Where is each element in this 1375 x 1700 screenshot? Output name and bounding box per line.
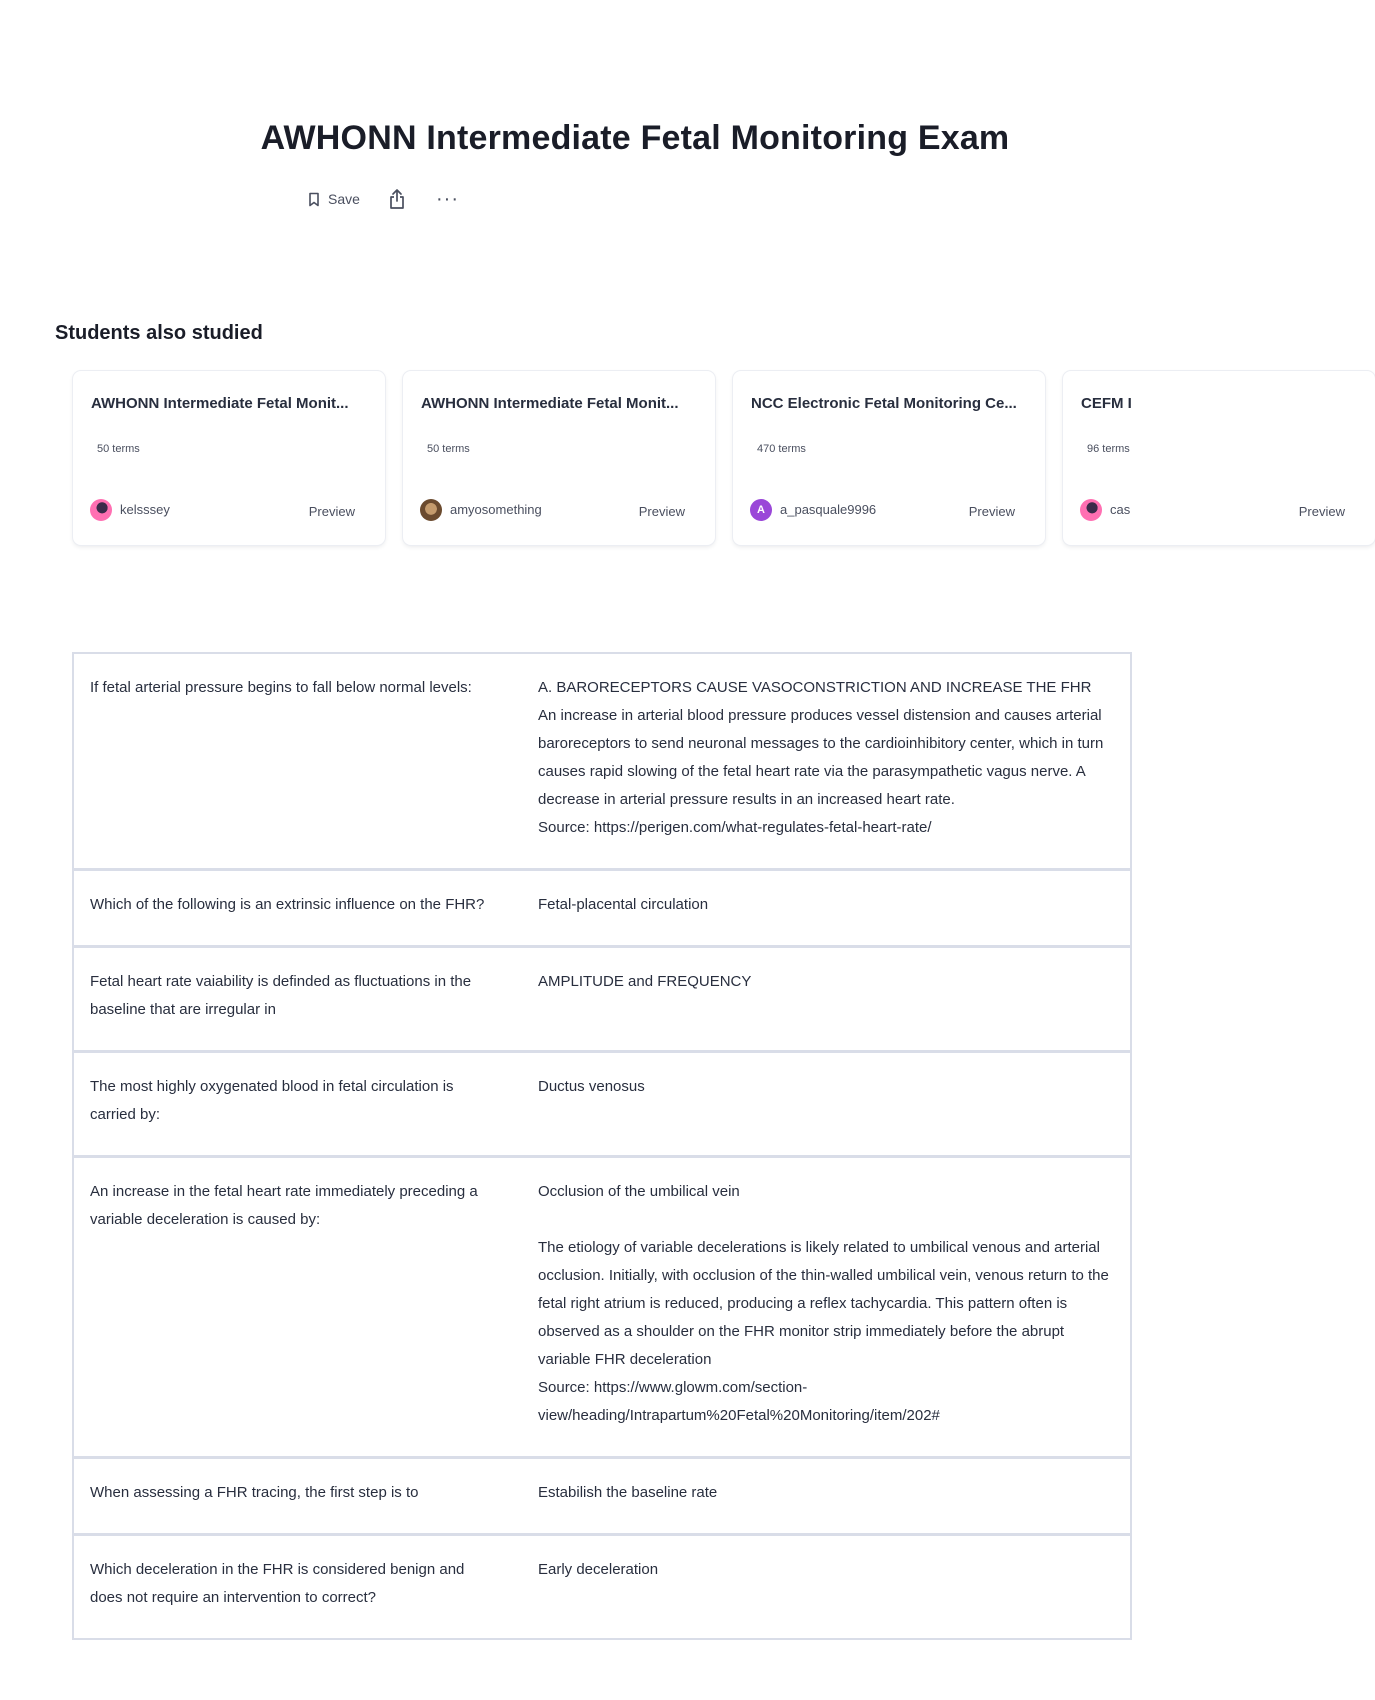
share-icon — [388, 188, 406, 210]
flashcard-table — [72, 652, 1132, 1640]
related-set-card[interactable] — [73, 371, 385, 545]
card-username[interactable]: kelsssey — [120, 502, 170, 517]
user-avatar — [420, 499, 442, 521]
flashcard-row — [73, 947, 1131, 1052]
save-button[interactable] — [308, 191, 388, 207]
page-title: AWHONN Intermediate Fetal Monitoring Exam — [260, 118, 1010, 157]
card-term-count: 470 terms — [757, 443, 806, 455]
flashcard-row — [73, 870, 1131, 947]
definition-line: Fetal-placental circulation — [538, 896, 709, 913]
flashcard-definition — [518, 870, 1131, 947]
card-username[interactable]: cas — [1110, 502, 1131, 517]
definition-line: Estabilish the baseline rate — [538, 1484, 718, 1501]
bookmark-icon — [308, 192, 320, 207]
user-avatar: A — [750, 499, 772, 521]
card-preview-button[interactable]: Preview — [968, 504, 1015, 519]
user-avatar — [1080, 499, 1102, 521]
definition-line: Source: https://perigen.com/what-regulates-fetal-heart-rate/ — [538, 819, 932, 836]
related-set-card[interactable] — [733, 371, 1045, 545]
flashcard-definition — [518, 1458, 1131, 1535]
card-title: CEFM I — [1081, 395, 1132, 412]
related-sets-carousel[interactable] — [70, 368, 1345, 552]
flashcard-term: The most highly oxygenated blood in fetal circulation is carried by: — [90, 1078, 454, 1123]
definition-line: Ductus venosus — [538, 1078, 645, 1095]
flashcard-row — [73, 1052, 1131, 1157]
flashcard-term: If fetal arterial pressure begins to fall below normal levels: — [90, 679, 472, 696]
definition-line: Early deceleration — [538, 1561, 659, 1578]
flashcard-table-body — [73, 653, 1131, 1639]
flashcard-term: An increase in the fetal heart rate immediately preceding a variable deceleration is caused by: — [90, 1183, 478, 1228]
related-sets-track — [70, 368, 1345, 545]
flashcard-row — [73, 653, 1131, 870]
flashcard-term: Fetal heart rate vaiability is definded as fluctuations in the baseline that are irregular in — [90, 973, 472, 1018]
set-toolbar — [308, 186, 459, 212]
more-options-icon: ··· — [436, 188, 459, 210]
card-term-count: 96 terms — [1087, 443, 1130, 455]
card-username[interactable]: a_pasquale9996 — [780, 502, 877, 517]
related-set-card[interactable] — [1063, 371, 1375, 545]
card-title: NCC Electronic Fetal Monitoring Ce... — [751, 395, 1017, 412]
flashcard-definition — [518, 653, 1131, 870]
card-title: AWHONN Intermediate Fetal Monit... — [421, 395, 679, 412]
card-username[interactable]: amyosomething — [450, 502, 542, 517]
user-avatar — [90, 499, 112, 521]
card-term-count: 50 terms — [427, 443, 470, 455]
flashcard-term: Which deceleration in the FHR is considered benign and does not require an intervention to correct? — [90, 1561, 465, 1606]
definition-spacer — [538, 1206, 1112, 1234]
card-term-count: 50 terms — [97, 443, 140, 455]
share-button[interactable] — [388, 188, 436, 210]
flashcard-definition — [518, 1535, 1131, 1640]
flashcard-definition — [518, 1052, 1131, 1157]
flashcard-term: When assessing a FHR tracing, the first step is to — [90, 1484, 419, 1501]
students-also-studied-heading: Students also studied — [55, 321, 263, 344]
definition-line: AMPLITUDE and FREQUENCY — [538, 973, 752, 990]
flashcard-definition — [518, 947, 1131, 1052]
flashcard-row — [73, 1535, 1131, 1640]
flashcard-row — [73, 1157, 1131, 1458]
definition-line: A. BARORECEPTORS CAUSE VASOCONSTRICTION AND INCREASE THE FHR — [538, 679, 1092, 696]
card-preview-button[interactable]: Preview — [1298, 504, 1345, 519]
card-preview-button[interactable]: Preview — [308, 504, 355, 519]
definition-line: Occlusion of the umbilical vein — [538, 1183, 740, 1200]
card-preview-button[interactable]: Preview — [638, 504, 685, 519]
definition-line: The etiology of variable decelerations is likely related to umbilical venous and arterial occlusion. Initially, with occlusion of the thin-walled umbilical vein, venous return to the fetal right atrium is reduced, producing a reflex tachycardia. This pattern often is observed as a shoulder on the FHR monitor strip immediately before the abrupt variable FHR deceleration — [538, 1239, 1109, 1368]
definition-line: Source: https://www.glowm.com/section-view/heading/Intrapartum%20Fetal%20Monitoring/item/202# — [538, 1379, 940, 1424]
flashcard-term: Which of the following is an extrinsic influence on the FHR? — [90, 896, 485, 913]
flashcard-row — [73, 1458, 1131, 1535]
related-set-card[interactable] — [403, 371, 715, 545]
card-title: AWHONN Intermediate Fetal Monit... — [91, 395, 349, 412]
definition-line: An increase in arterial blood pressure produces vessel distension and causes arterial baroreceptors to send neuronal messages to the cardioinhibitory center, which in turn causes rapid slowing of the fetal heart rate via the parasympathetic vagus nerve. A decrease in arterial pressure results in an increased heart rate. — [538, 707, 1104, 808]
more-options-button[interactable] — [436, 189, 459, 209]
save-label: Save — [328, 191, 360, 207]
flashcard-definition — [518, 1157, 1131, 1458]
